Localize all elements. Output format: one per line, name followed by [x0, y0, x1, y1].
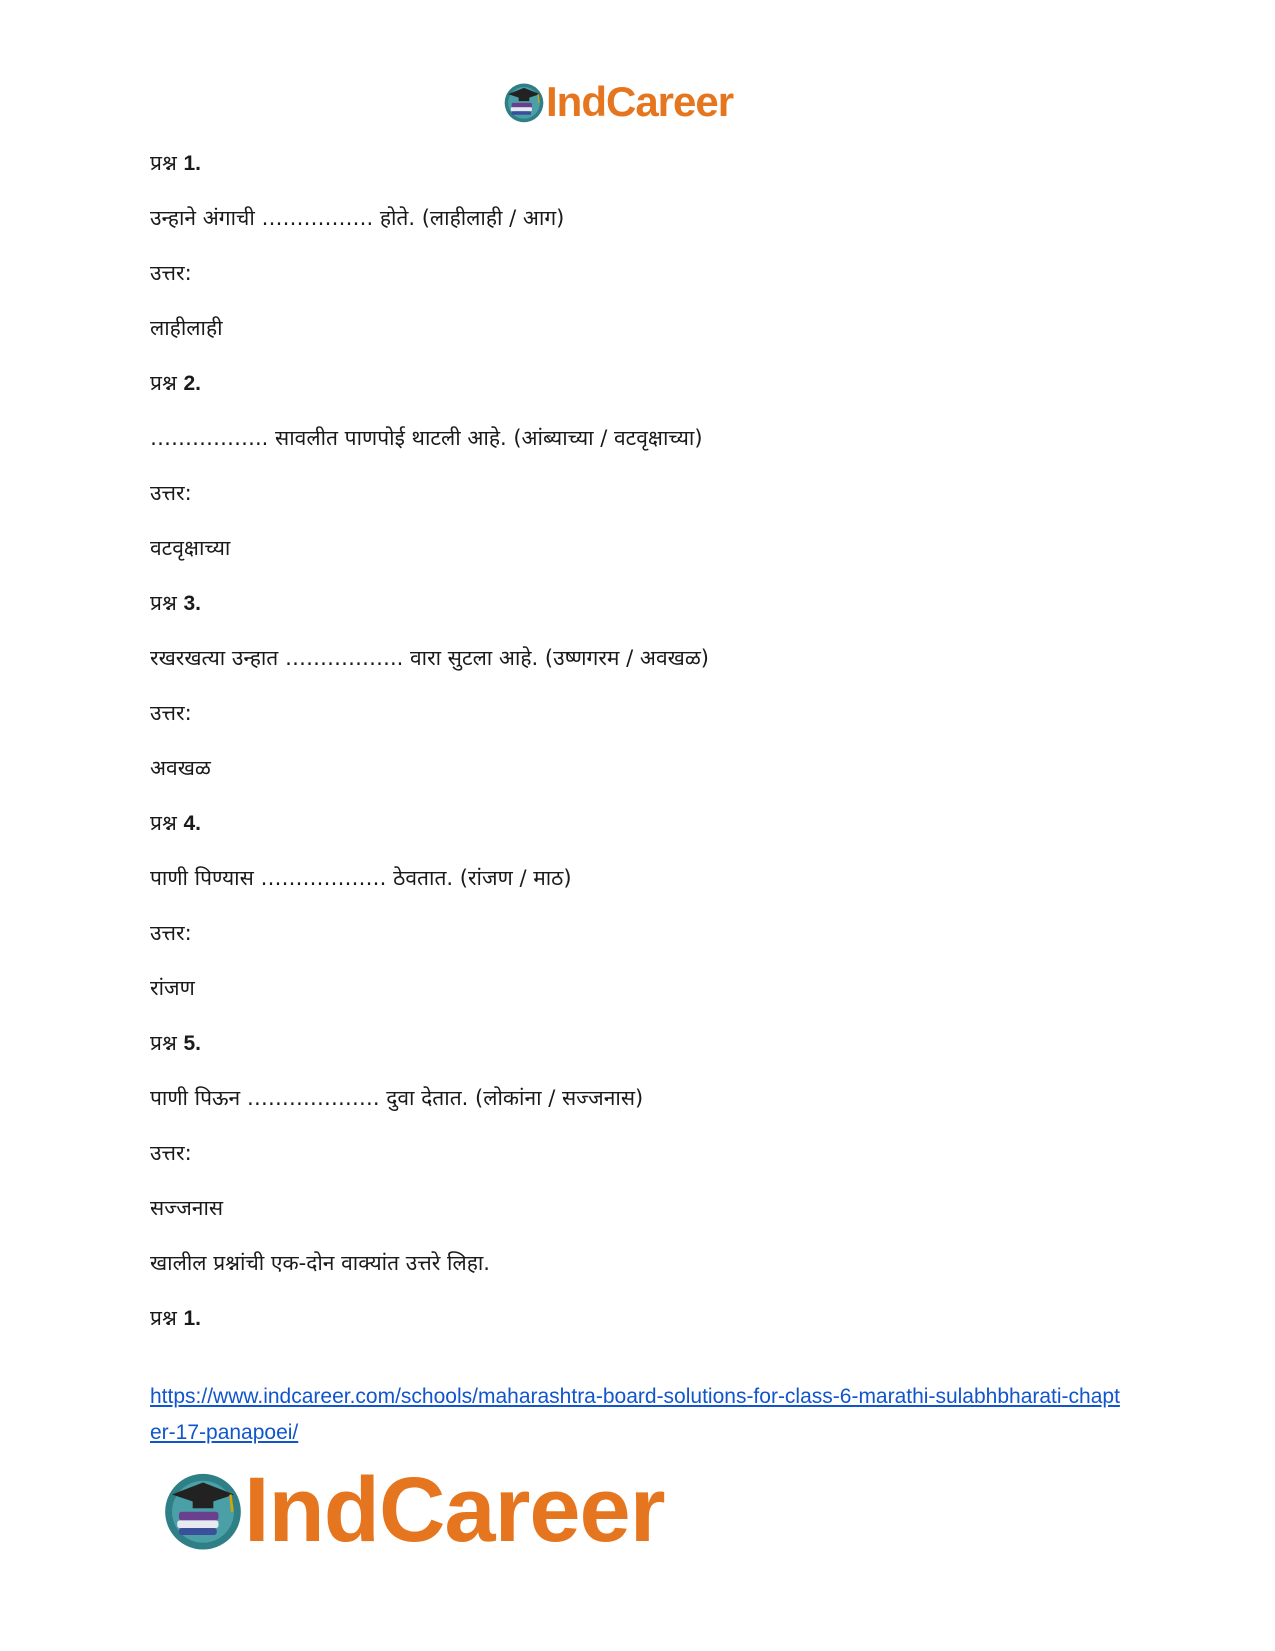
question-heading	[150, 581, 1130, 636]
question-label: प्रश्न	[150, 1306, 177, 1330]
document-body	[150, 141, 1130, 1351]
text-line: रखरखत्या उन्हात …………….. वारा सुटला आहे. (उष्णगरम / अवखळ)	[150, 646, 709, 670]
question-heading	[150, 1021, 1130, 1076]
text-line: पाणी पिऊन ………………. दुवा देतात. (लोकांना / सज्जनास)	[150, 1086, 644, 1110]
text-line: उत्तर:	[150, 1141, 192, 1165]
question-label: प्रश्न	[150, 151, 177, 175]
question-number: 4.	[183, 812, 201, 835]
question-label: प्रश्न	[150, 371, 177, 395]
question-number: 1.	[183, 152, 201, 175]
text-line: सज्जनास	[150, 1196, 224, 1220]
text-line: खालील प्रश्नांची एक-दोन वाक्यांत उत्तरे लिहा.	[150, 1251, 490, 1275]
question-heading	[150, 801, 1130, 856]
text-line: लाहीलाही	[150, 316, 223, 340]
question-heading	[150, 141, 1130, 196]
question-heading	[150, 1296, 1130, 1351]
indcareer-logo-bottom	[160, 1460, 665, 1560]
indcareer-logo-top	[502, 78, 733, 126]
text-line: उत्तर:	[150, 701, 192, 725]
question-number: 5.	[183, 1032, 201, 1055]
indcareer-emblem-icon	[160, 1467, 246, 1553]
question-label: प्रश्न	[150, 591, 177, 615]
text-line: उत्तर:	[150, 921, 192, 945]
text-line: अवखळ	[150, 756, 211, 780]
indcareer-wordmark: IndCareer	[244, 1459, 665, 1561]
question-heading	[150, 361, 1130, 416]
text-line: पाणी पिण्यास ……………… ठेवतात. (रांजण / माठ)	[150, 866, 572, 890]
question-number: 1.	[183, 1307, 201, 1330]
question-label: प्रश्न	[150, 811, 177, 835]
text-line: …………….. सावलीत पाणपोई थाटली आहे. (आंब्याच्या / वटवृक्षाच्या)	[150, 426, 703, 450]
text-line: रांजण	[150, 976, 195, 1000]
source-url-link[interactable]: https://www.indcareer.com/schools/maharashtra-board-solutions-for-class-6-marathi-sulabhbharati-chapter-17-panapoei/	[150, 1385, 1120, 1444]
question-label: प्रश्न	[150, 1031, 177, 1055]
text-line: उन्हाने अंगाची ……………. होते. (लाहीलाही / आग)	[150, 206, 565, 230]
question-number: 3.	[183, 592, 201, 615]
question-number: 2.	[183, 372, 201, 395]
text-line: वटवृक्षाच्या	[150, 536, 231, 560]
text-line: उत्तर:	[150, 261, 192, 285]
indcareer-wordmark: IndCareer	[546, 78, 734, 125]
text-line: उत्तर:	[150, 481, 192, 505]
indcareer-emblem-icon	[502, 80, 546, 124]
